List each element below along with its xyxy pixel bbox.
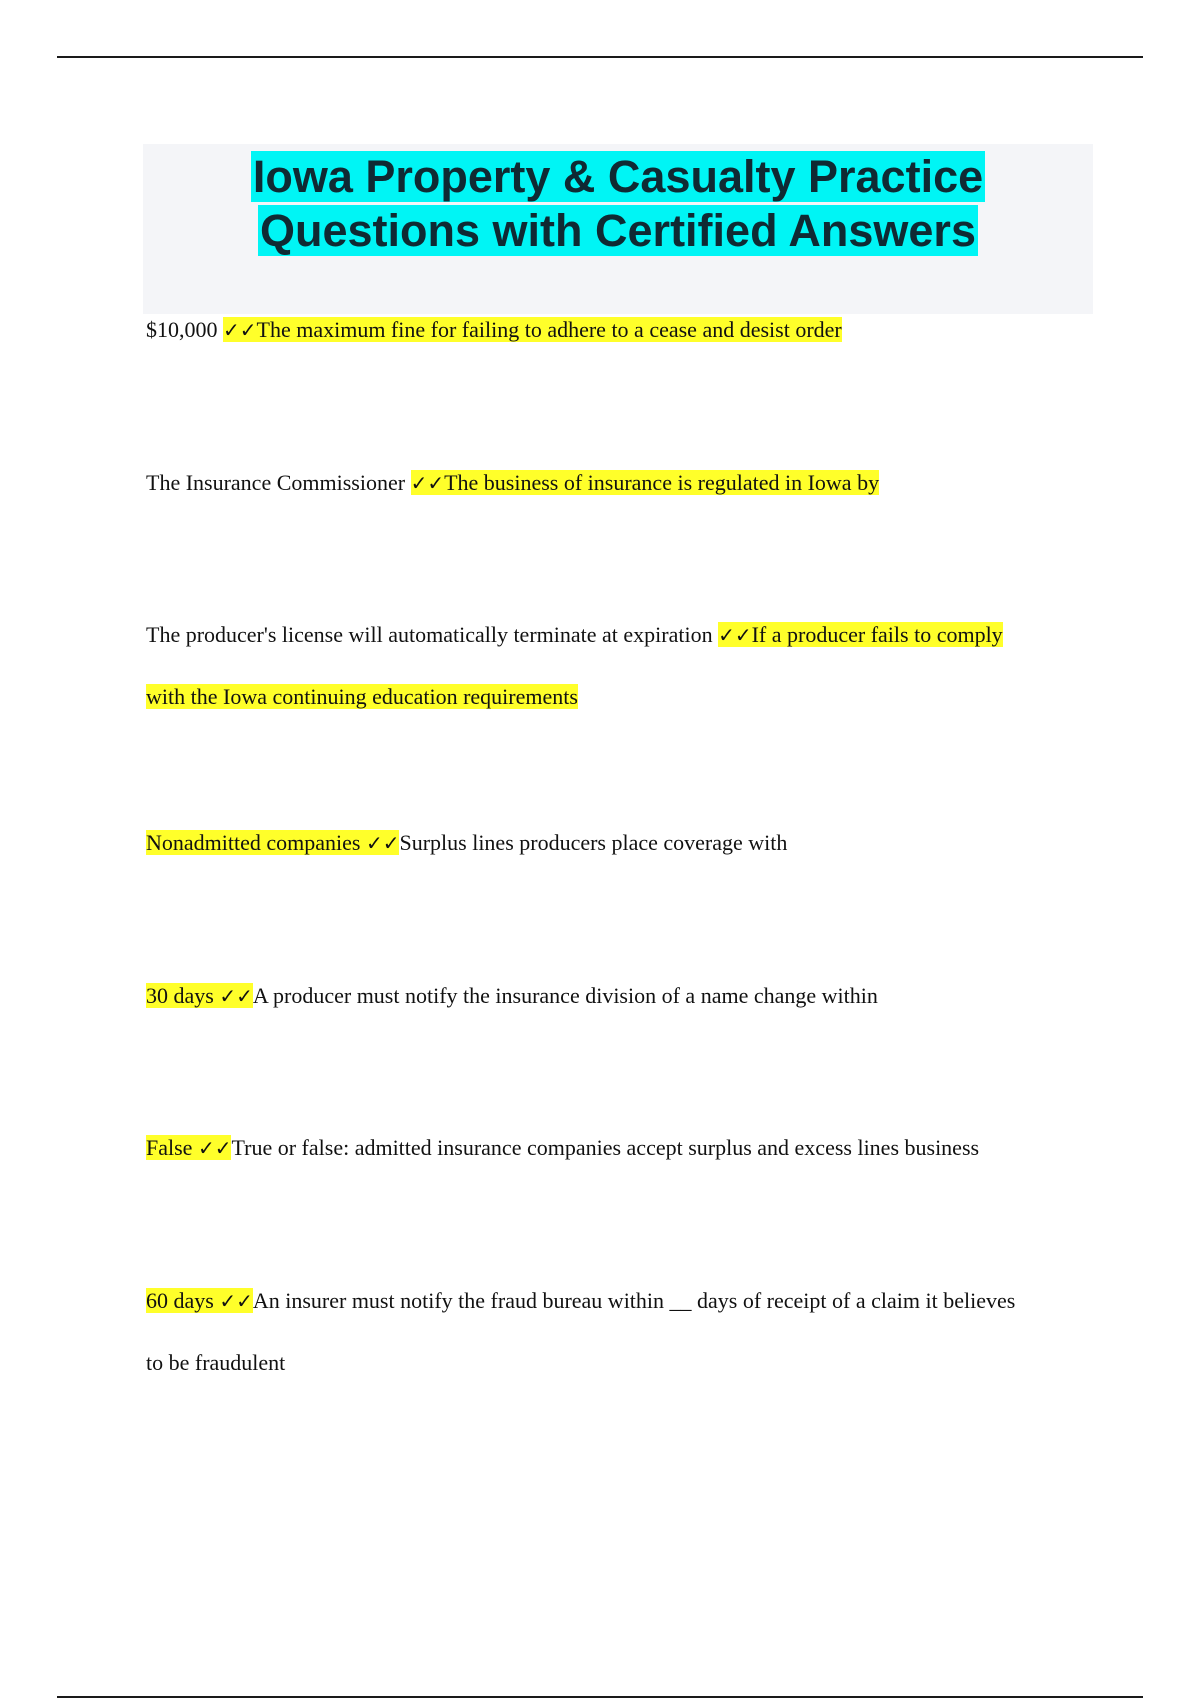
check-mark-icon: ✓✓ [410,471,445,495]
answer-highlight [146,983,253,1008]
check-mark-icon: ✓✓ [718,623,752,647]
title-line-1: Iowa Property & Casualty Practice [252,151,984,202]
qa-entry-5 [146,965,1096,1027]
question-text: An insurer must notify the fraud bureau within __ days of receipt of a claim it believes to be fraudulent [146,1288,1016,1375]
title-line-2: Questions with Certified Answers [260,205,976,256]
question-text: If a producer fails to comply with the Iowa continuing education requirements [146,622,1003,709]
top-rule [57,56,1143,58]
document-title [143,144,1093,258]
question-text: The business of insurance is regulated in Iowa by [444,470,880,495]
question-text: True or false: admitted insurance companies accept surplus and excess lines business [231,1135,980,1160]
answer-text: Nonadmitted companies [146,830,361,855]
question-highlight [411,470,880,495]
question-text: The maximum fine for failing to adhere to a cease and desist order [256,317,842,342]
qa-entry-7 [146,1270,1026,1393]
qa-entry-6 [146,1117,1146,1179]
check-mark-icon: ✓✓ [219,1289,253,1313]
answer-text: 60 days [146,1288,214,1313]
title-box [143,144,1093,314]
check-mark-icon: ✓✓ [223,318,257,342]
question-text: Surplus lines producers place coverage with [399,830,788,855]
answer-text: The Insurance Commissioner [146,470,406,495]
answer-highlight [146,1288,253,1313]
check-mark-icon: ✓✓ [197,1136,232,1160]
answer-highlight [146,830,399,855]
check-mark-icon: ✓✓ [219,984,253,1008]
qa-entry-4 [146,812,1096,874]
answer-text: False [146,1135,193,1160]
answer-highlight [146,1135,231,1160]
bottom-rule [57,1696,1143,1698]
answer-text: $10,000 [146,317,218,342]
check-mark-icon: ✓✓ [365,831,400,855]
qa-entry-2 [146,452,1096,514]
qa-entry-1 [146,299,1096,361]
answer-text: The producer's license will automatically terminate at expiration [146,622,713,647]
question-highlight [223,317,842,342]
question-text: A producer must notify the insurance division of a name change within [252,983,878,1008]
answer-text: 30 days [146,983,214,1008]
qa-entry-3 [146,604,1016,727]
